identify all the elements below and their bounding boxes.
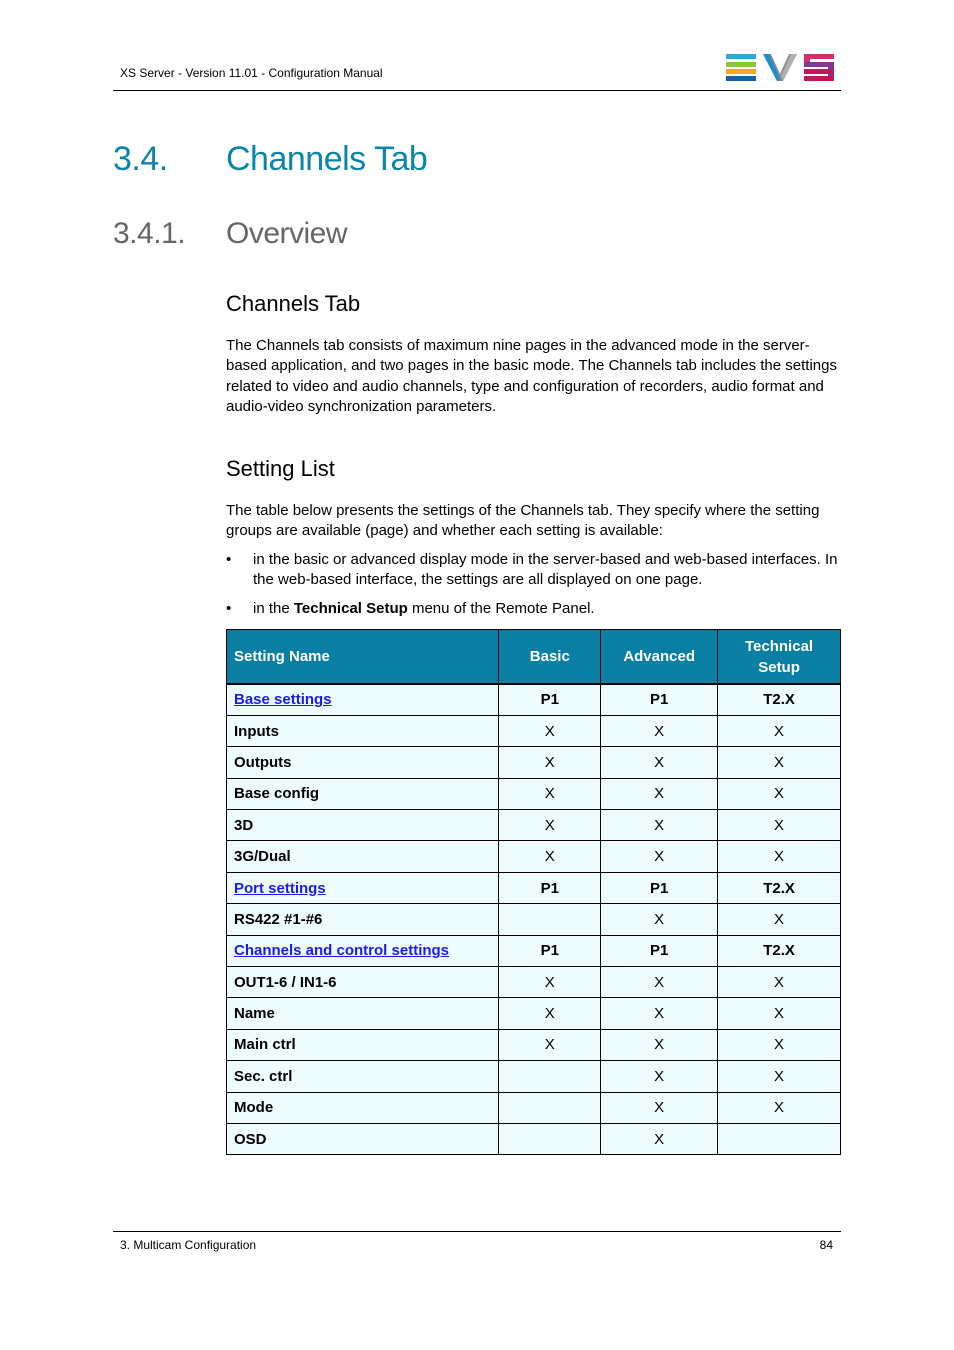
channels-tab-description: The Channels tab consists of maximum nine pages in the advanced mode in the server-based application, and two pages in the basic mode. The Channels tab includes the settings related to video and audio channels, type and configuration of recorders, audio format and audio-video synchronization parameters. [226, 337, 837, 416]
basic-cell: X [499, 778, 601, 809]
setting-name-cell: Mode [227, 1092, 499, 1123]
technical-setup-cell: X [718, 967, 841, 998]
setting-name-cell: Name [227, 998, 499, 1029]
advanced-cell: X [601, 841, 718, 872]
technical-setup-cell: X [718, 1092, 841, 1123]
basic-cell: X [499, 1029, 601, 1060]
basic-cell: X [499, 715, 601, 746]
setting-list-heading: Setting List [226, 456, 335, 481]
basic-cell: P1 [499, 684, 601, 715]
bullet-text [253, 599, 841, 619]
advanced-cell: X [601, 1092, 718, 1123]
advanced-cell: P1 [601, 684, 718, 715]
advanced-cell: X [601, 715, 718, 746]
basic-cell: X [499, 967, 601, 998]
table-row [227, 1029, 841, 1060]
column-header-setting-name: Setting Name [227, 630, 499, 685]
bullet-text-bold: Technical Setup [293, 600, 408, 617]
technical-setup-cell: X [718, 904, 841, 935]
channels-tab-heading: Channels Tab [226, 291, 361, 316]
technical-setup-cell: X [718, 778, 841, 809]
subsection-number: 3.4.1. [113, 217, 186, 250]
table-row [227, 778, 841, 809]
setting-name-cell: OUT1-6 / IN1-6 [227, 967, 499, 998]
running-header: XS Server - Version 11.01 - Configuration Manual [120, 66, 383, 80]
section-number: 3.4. [113, 140, 168, 178]
advanced-cell: X [601, 1061, 718, 1092]
setting-name-cell: 3D [227, 810, 499, 841]
advanced-cell: X [601, 810, 718, 841]
setting-name-cell [227, 872, 499, 903]
technical-setup-cell: X [718, 715, 841, 746]
bullet-text: in the basic or advanced display mode in the server-based and web-based interfaces. In the web-based interface, the settings are all displayed on one page. [253, 551, 838, 589]
table-row [227, 935, 841, 966]
column-header-technical-setup: Technical Setup [718, 630, 841, 685]
setting-name-cell: OSD [227, 1123, 499, 1154]
setting-group-link[interactable]: Base settings [234, 691, 332, 709]
advanced-cell: X [601, 747, 718, 778]
list-item [226, 550, 841, 591]
technical-setup-cell: T2.X [718, 684, 841, 715]
basic-cell [499, 1061, 601, 1092]
table-header-row [227, 630, 841, 685]
setting-name-cell: 3G/Dual [227, 841, 499, 872]
table-row [227, 872, 841, 903]
table-row [227, 810, 841, 841]
advanced-cell: P1 [601, 935, 718, 966]
technical-setup-cell: X [718, 810, 841, 841]
technical-setup-cell: T2.X [718, 935, 841, 966]
bullet-text-after: menu of the Remote Panel. [411, 600, 595, 617]
advanced-cell: X [601, 1029, 718, 1060]
table-row [227, 747, 841, 778]
setting-name-cell: Main ctrl [227, 1029, 499, 1060]
basic-cell [499, 1092, 601, 1123]
bullet-icon: • [226, 551, 232, 568]
basic-cell: X [499, 841, 601, 872]
technical-setup-cell: X [718, 747, 841, 778]
settings-table [226, 629, 841, 1155]
technical-setup-cell: T2.X [718, 872, 841, 903]
footer-rule [113, 1231, 841, 1232]
section-title: Channels Tab [226, 140, 428, 178]
basic-cell: P1 [499, 935, 601, 966]
basic-cell [499, 904, 601, 935]
advanced-cell: X [601, 967, 718, 998]
footer-chapter: 3. Multicam Configuration [120, 1238, 257, 1252]
advanced-cell: X [601, 778, 718, 809]
header-rule [113, 90, 841, 91]
table-row [227, 904, 841, 935]
technical-setup-cell: X [718, 1029, 841, 1060]
setting-name-cell [227, 684, 499, 715]
column-header-advanced: Advanced [601, 630, 718, 685]
page-number: 84 [819, 1238, 833, 1252]
setting-group-link[interactable]: Channels and control settings [234, 942, 450, 960]
basic-cell: X [499, 998, 601, 1029]
setting-name-cell [227, 935, 499, 966]
evs-logo [726, 54, 834, 82]
table-row [227, 841, 841, 872]
advanced-cell: P1 [601, 872, 718, 903]
list-item [226, 599, 841, 619]
table-row [227, 1123, 841, 1154]
setting-list-intro: The table below presents the settings of the Channels tab. They specify where the setting groups are available (page) and whether each setting is available: [226, 502, 820, 540]
table-row [227, 967, 841, 998]
table-row [227, 684, 841, 715]
technical-setup-cell: X [718, 1061, 841, 1092]
setting-group-link[interactable]: Port settings [234, 879, 326, 897]
table-row [227, 1092, 841, 1123]
advanced-cell: X [601, 904, 718, 935]
column-header-basic: Basic [499, 630, 601, 685]
advanced-cell: X [601, 1123, 718, 1154]
table-row [227, 998, 841, 1029]
advanced-cell: X [601, 998, 718, 1029]
setting-name-cell: Base config [227, 778, 499, 809]
technical-setup-cell: X [718, 998, 841, 1029]
table-row [227, 1061, 841, 1092]
basic-cell: X [499, 747, 601, 778]
basic-cell: X [499, 810, 601, 841]
technical-setup-cell [718, 1123, 841, 1154]
technical-setup-cell: X [718, 841, 841, 872]
setting-name-cell: Inputs [227, 715, 499, 746]
table-row [227, 715, 841, 746]
bullet-icon: • [226, 600, 232, 617]
setting-name-cell: RS422 #1-#6 [227, 904, 499, 935]
subsection-title: Overview [226, 217, 348, 250]
bullet-text-before: in the [253, 600, 290, 617]
setting-name-cell: Sec. ctrl [227, 1061, 499, 1092]
basic-cell [499, 1123, 601, 1154]
setting-name-cell: Outputs [227, 747, 499, 778]
basic-cell: P1 [499, 872, 601, 903]
